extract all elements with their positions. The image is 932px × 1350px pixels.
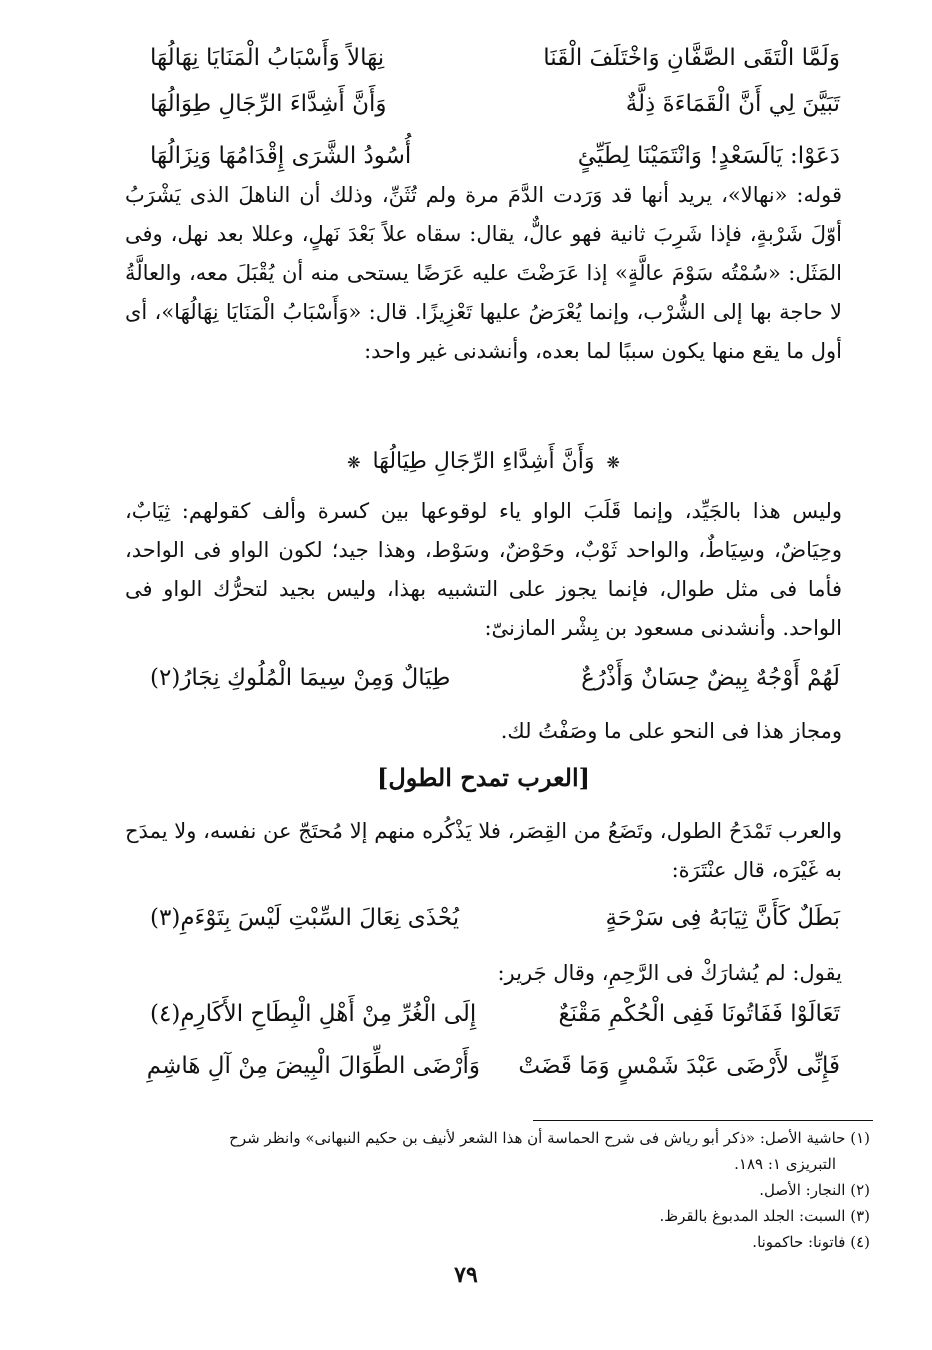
commentary-paragraph: ومجاز هذا فى النحو على ما وصَفْتُ لك. — [500, 719, 842, 743]
verse-first-hemistich: فَإِنِّى لأَرْضَى عَبْدَ شَمْسٍ وَمَا قَضَتْ — [518, 1053, 840, 1079]
star-ornament-icon: ❋ — [347, 453, 361, 472]
half-verse-text: وَأَنَّ أَشِدَّاءِ الرِّجَالِ طِيَالُهَا — [372, 449, 595, 474]
verse-first-hemistich: تَعَالَوْا فَفَاتُونَا فَفِى الْحُكْمِ مَقْنَعٌ — [558, 1001, 840, 1027]
verse-first-hemistich: بَطَلٌ كَأَنَّ ثِيَابَهُ فِى سَرْحَةٍ — [605, 905, 840, 931]
verse-line — [146, 1044, 840, 1088]
commentary-paragraph: يقول: لم يُشارَكْ فى الرَّحِمِ، وقال جَرير: — [497, 961, 842, 985]
footnote-separator — [533, 1120, 873, 1121]
footnote: (٤) فاتونا: حاكمونا. — [752, 1233, 870, 1251]
footnote: (٣) السبت: الجلد المدبوغ بالقرظ. — [659, 1207, 870, 1225]
star-ornament-icon: ❋ — [606, 453, 620, 472]
footnote: (٢) النجار: الأصل. — [759, 1181, 870, 1199]
footnote-continuation: التبريزى ١: ١٨٩. — [734, 1155, 836, 1173]
verse-line — [150, 656, 840, 700]
quoted-half-verse — [125, 440, 842, 485]
verse-line — [150, 36, 840, 80]
verse-second-hemistich: وَأَنَّ أَشِدَّاءَ الرِّجَالِ طِوَالُهَا — [150, 91, 387, 117]
verse-second-hemistich: وَأَرْضَى الطِّوَالَ الْبِيضَ مِنْ آلِ هَاشِمِ — [146, 1053, 480, 1079]
commentary-paragraph: قوله: «نهالا»، يريد أنها قد وَرَدت الدَّمَ مرة ولم تُثَنِّ، وذلك أن الناهلَ الذى يَشْرَبُ أوّلَ شَرْبةٍ، فإذا شَرِبَ ثانية فهو عالٌّ، يقال: سقاه علاً بَعْدَ نَهلٍ، وعللا بعد نهل، وفى المَثَل: «سُمْتُه سَوْمَ عالَّةٍ» إذا عَرَضْتَ عليه عَرَضًا يستحى منه أن يُقْبَلَ معه، والعالَّةُ لا حاجة بها إلى الشُّرْب، وإنما يُعْرَضُ عليها تَعْزِيزًا. قال: «وَأَسْبَابُ الْمَنَايَا نِهَالُهَا»، أى أول ما يقع منها يكون سببًا لما بعده، وأنشدنى غير واحد: — [125, 183, 842, 363]
verse-second-hemistich: نِهَالاً وَأَسْبَابُ الْمَنَايَا نِهَالُهَا — [150, 45, 385, 71]
verse-second-hemistich: أُسُودُ الشَّرَى إِقْدَامُهَا وَنِزَالُهَا — [150, 143, 412, 169]
page-number: ٧٩ — [454, 1262, 478, 1288]
verse-second-hemistich: طِيَالٌ وَمِنْ سِيمَا الْمُلُوكِ نِجَارُ(٢) — [150, 665, 451, 691]
verse-first-hemistich: دَعَوْا: يَالَسَعْدٍ! وَانْتَمَيْنَا لِطَيِّئٍ — [577, 143, 840, 169]
verse-line — [150, 134, 840, 178]
commentary-paragraph: وليس هذا بالجَيِّد، وإنما قَلَبَ الواو ياء لوقوعها بين كسرة وألف كقولهم: ثِيَابٌ، وحِيَاضٌ، وسِيَاطٌ، والواحد ثَوْبٌ، وحَوْضٌ، وسَوْط، وهذا جيد؛ لكون الواو فى الواحد، فأما فى مثل طوال، فإنما يجوز على التشبيه بهذا، وليس بجيد لتحرُّك الواو فى الواحد. وأنشدنى مسعود بن بِشْر المازنىّ: — [125, 499, 842, 640]
verse-second-hemistich: إِلَى الْغُرِّ مِنْ أَهْلِ الْبِطَاحِ الأَكَارِمِ(٤) — [150, 1001, 477, 1027]
verse-second-hemistich: يُحْذَى نِعَالَ السِّبْتِ لَيْسَ بِتَوْءَمِ(٣) — [150, 905, 460, 931]
verse-first-hemistich: وَلَمَّا الْتَقَى الصَّفَّانِ وَاخْتَلَفَ الْقَنَا — [543, 45, 840, 71]
verse-line — [150, 896, 840, 940]
verse-line — [150, 82, 840, 126]
verse-first-hemistich: تَبَيَّنَ لِي أَنَّ الْقَمَاءَةَ ذِلَّةٌ — [625, 91, 840, 117]
commentary-paragraph: والعرب تَمْدَحُ الطول، وتَضَعُ من القِصَر، فلا يَذْكُره منهم إلا مُحتَجّ عن نفسه، ولا يمدَح به غَيْرَه، قال عنْتَرَة: — [125, 819, 842, 882]
verse-line — [150, 992, 840, 1036]
footnote: (١) حاشية الأصل: «ذكر أبو رياش فى شرح الحماسة أن هذا الشعر لأنيف بن حكيم النبهانى» وانظر شرح — [229, 1129, 870, 1147]
footnotes — [125, 1125, 870, 1255]
verse-first-hemistich: لَهُمْ أَوْجُهٌ بِيضٌ حِسَانٌ وَأَذْرُعٌ — [581, 665, 840, 691]
section-heading: [العرب تمدح الطول] — [377, 763, 590, 792]
